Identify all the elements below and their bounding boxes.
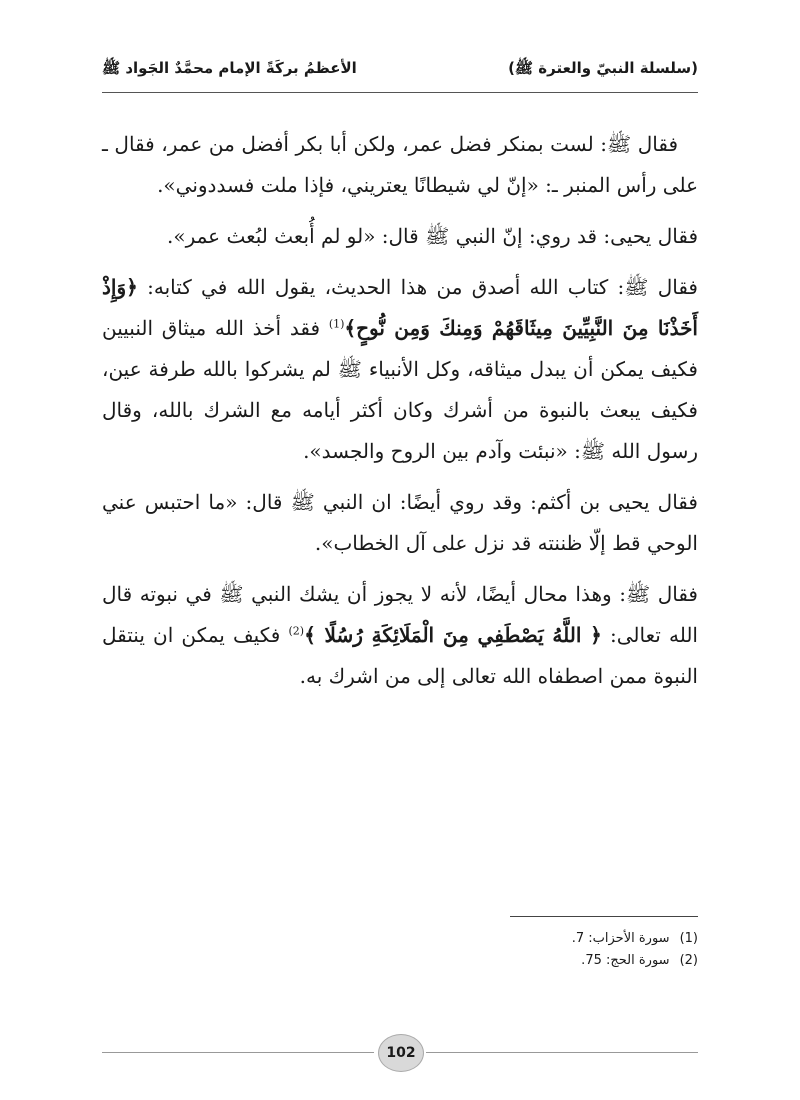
paragraph-3-rest: فقد أخذ الله ميثاق النبيين فكيف يمكن أن يبدل ميثاقه، وكل الأنبياء ﷺ لم يشركوا بالله طرفة عين، فكيف يبعث بالنبوة من أشرك وكان أكثر أيامه مع الشرك بالله، وقال رسول الله ﷺ: «نبئت وآدم بين الروح والجسد». bbox=[102, 316, 698, 463]
footnote-1 bbox=[400, 928, 698, 950]
book-title: الأعظمُ بركَةً الإمام محمَّدٌ الجَواد ﷺ bbox=[102, 59, 357, 77]
footnotes bbox=[400, 928, 698, 972]
paragraph-5-intro: فقال ﷺ: وهذا محال أيضًا، لأنه لا يجوز أن يشك النبي ﷺ في نبوته قال الله تعالى: bbox=[102, 582, 698, 647]
footnote-text: سورة الأحزاب: 7. bbox=[571, 931, 670, 946]
paragraph-1: فقال ﷺ: لست بمنكر فضل عمر، ولكن أبا بكر أفضل من عمر، فقال ـ على رأس المنبر ـ: «إنّ لي شيطانًا يعتريني، فإذا ملت فسددوني». bbox=[102, 132, 698, 197]
page-number: 102 bbox=[378, 1034, 424, 1072]
footnote-ref-1[interactable]: (1) bbox=[328, 317, 345, 331]
quran-verse-2: ﴿ اللَّهُ يَصْطَفِي مِنَ الْمَلَائِكَةِ رُسُلًا ﴾ bbox=[304, 623, 602, 647]
paragraph-3-intro: فقال ﷺ: كتاب الله أصدق من هذا الحديث، يقول الله في كتابه: bbox=[137, 275, 698, 299]
footnote-number: (1) bbox=[679, 931, 698, 946]
footer-line-right bbox=[426, 1052, 698, 1053]
footnote-2 bbox=[400, 950, 698, 972]
series-title: (سلسلة النبيّ والعترة ﷺ) bbox=[508, 59, 698, 77]
paragraph-3 bbox=[102, 267, 698, 472]
paragraph-5 bbox=[102, 574, 698, 697]
footnote-number: (2) bbox=[679, 953, 698, 968]
quran-verse-1: ﴿وَإِذْ أَخَذْنَا مِنَ النَّبِيِّينَ مِيثَاقَهُمْ وَمِنكَ وَمِن نُّوحٍ﴾ bbox=[102, 275, 698, 340]
paragraph-4: فقال يحيى بن أكثم: وقد روي أيضًا: ان النبي ﷺ قال: «ما احتبس عني الوحي قط إلّا ظننته قد نزل على آل الخطاب». bbox=[102, 490, 698, 555]
footnote-divider bbox=[510, 916, 698, 917]
paragraph-5-rest: فكيف يمكن ان ينتقل النبوة ممن اصطفاه الله تعالى إلى من اشرك به. bbox=[102, 623, 698, 688]
paragraph-2: فقال يحيى: قد روي: إنّ النبي ﷺ قال: «لو لم أُبعث لبُعث عمر». bbox=[166, 224, 698, 248]
header-divider bbox=[102, 92, 698, 93]
footnote-text: سورة الحج: 75. bbox=[581, 953, 670, 968]
footnote-ref-2[interactable]: (2) bbox=[288, 624, 305, 638]
main-text bbox=[102, 124, 698, 707]
running-header bbox=[102, 50, 698, 90]
footer-line-left bbox=[102, 1052, 374, 1053]
